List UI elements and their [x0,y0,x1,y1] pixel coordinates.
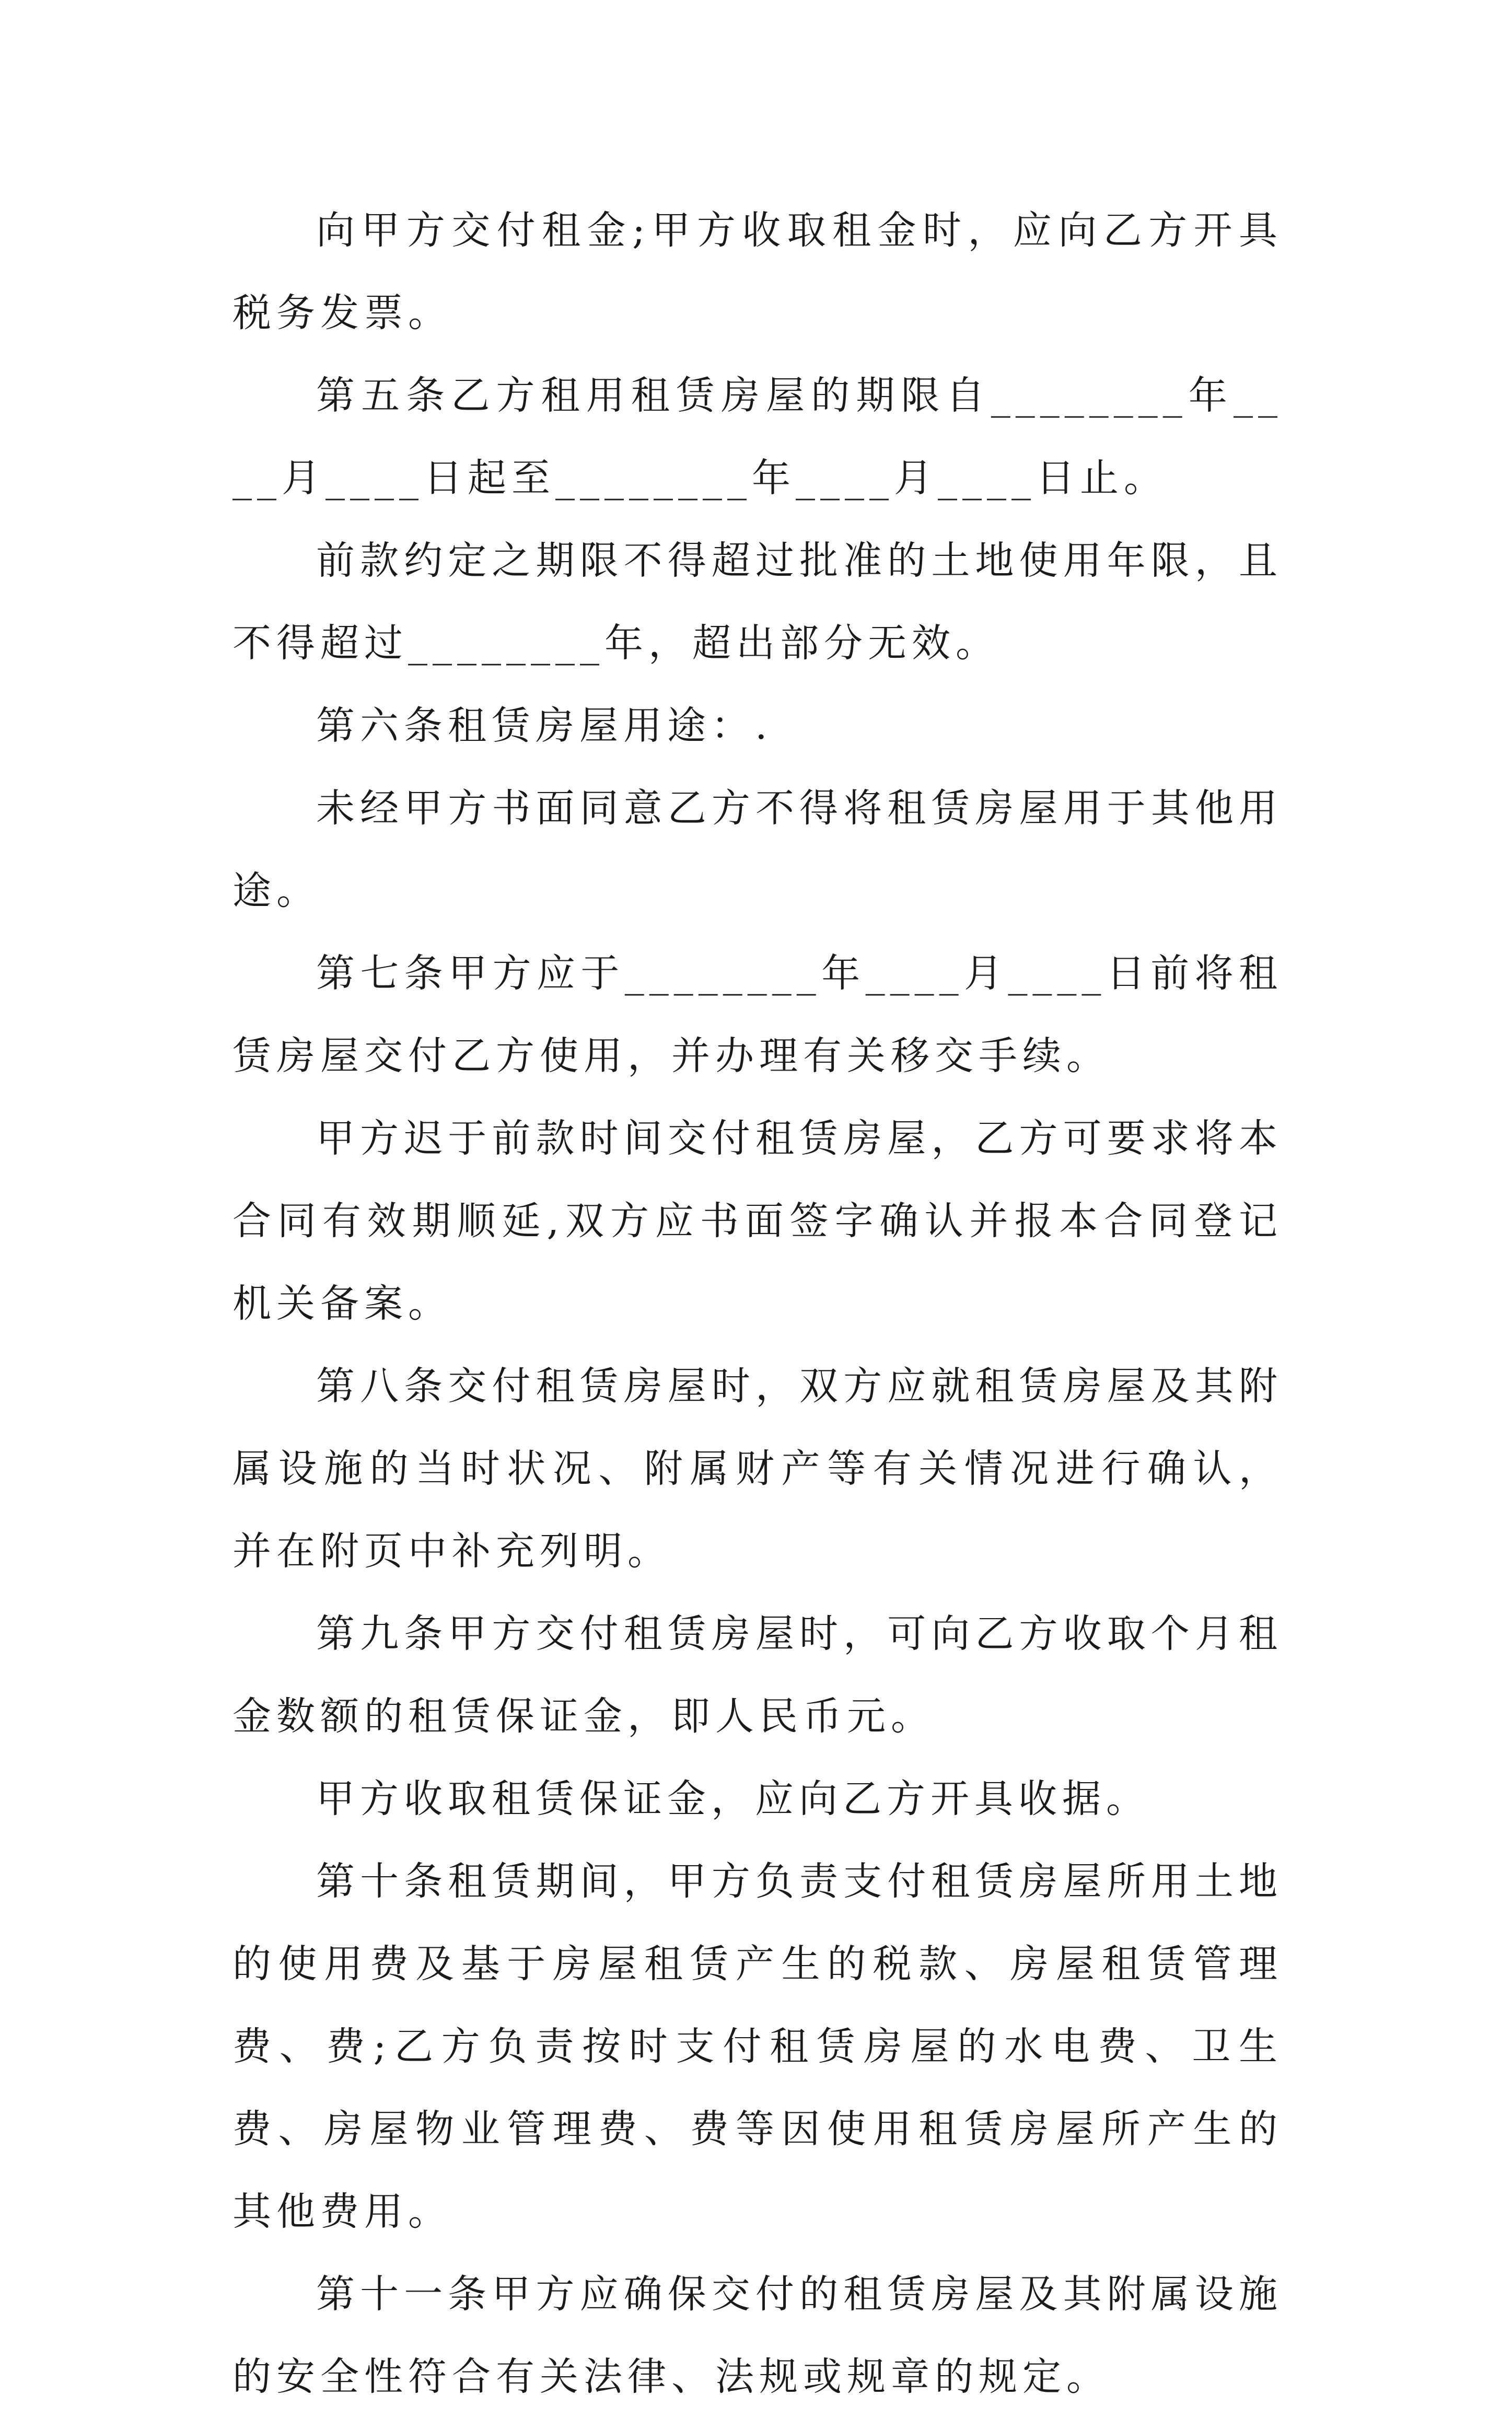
paragraph-late-delivery: 甲方迟于前款时间交付租赁房屋，乙方可要求将本合同有效期顺延,双方应书面签字确认并报本合同登记机关备案。 [232,1116,1283,1326]
paragraph-rent-payment: 向甲方交付租金;甲方收取租金时，应向乙方开具税务发票。 [232,208,1283,335]
paragraph-article-8-inspection: 第八条交付租赁房屋时，双方应就租赁房屋及其附属设施的当时状况、附属财产等有关情况进行确认，并在附页中补充列明。 [232,1364,1283,1574]
paragraph-article-7-delivery: 第七条甲方应于________年____月____日前将租赁房屋交付乙方使用，并办理有关移交手续。 [232,951,1283,1078]
paragraph-term-limit: 前款约定之期限不得超过批准的土地使用年限，且不得超过________年，超出部分无效。 [232,538,1283,666]
paragraph-article-10-fees: 第十条租赁期间，甲方负责支付租赁房屋所用土地的使用费及基于房屋租赁产生的税款、房屋租赁管理费、费;乙方负责按时支付租赁房屋的水电费、卫生费、房屋物业管理费、费等因使用租赁房屋所产生的其他费用。 [232,1859,1283,2234]
document-body [232,189,1283,2418]
paragraph-article-6-use: 第六条租赁房屋用途：. [316,703,773,748]
paragraph-article-11-safety: 第十一条甲方应确保交付的租赁房屋及其附属设施的安全性符合有关法律、法规或规章的规定。 [232,2272,1283,2399]
paragraph-article-5-term: 第五条乙方租用租赁房屋的期限自________年____月____日起至________年____月____日止。 [232,373,1283,501]
paragraph-deposit-receipt: 甲方收取租赁保证金，应向乙方开具收据。 [316,1776,1150,1821]
paragraph-use-restriction: 未经甲方书面同意乙方不得将租赁房屋用于其他用途。 [232,786,1283,913]
paragraph-article-9-deposit: 第九条甲方交付租赁房屋时，可向乙方收取个月租金数额的租赁保证金，即人民币元。 [232,1611,1283,1739]
